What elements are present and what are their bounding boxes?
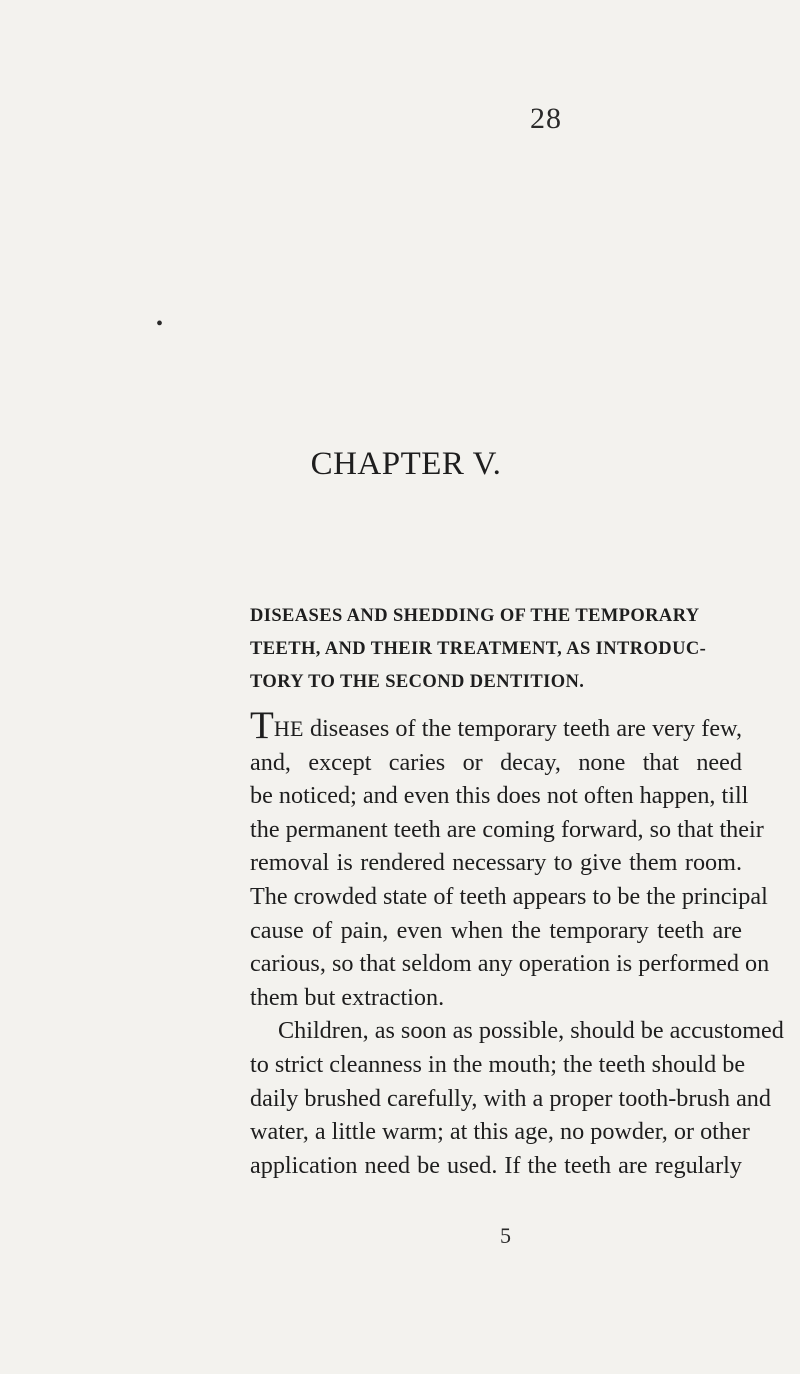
drop-cap: T xyxy=(250,704,274,747)
text-line: and, except caries or decay, none that need xyxy=(250,748,742,776)
chapter-subtitle xyxy=(250,600,742,699)
text-line: to strict cleanness in the mouth; the teeth should be xyxy=(250,1050,746,1078)
text-line: removal is rendered necessary to give them room. xyxy=(250,849,742,877)
text-line-content: diseases of the temporary teeth are very few, xyxy=(303,715,742,742)
text-line: Children, as soon as possible, should be accustomed xyxy=(278,1017,784,1045)
text-line: them but extraction. xyxy=(250,983,445,1011)
body-text xyxy=(250,704,784,1182)
chapter-subtitle-line: DISEASES AND SHEDDING OF THE TEMPORARY xyxy=(250,606,700,626)
chapter-subtitle-line: TORY TO THE SECOND DENTITION. xyxy=(250,672,585,692)
first-word-rest: HE xyxy=(273,716,304,741)
text-line: cause of pain, even when the temporary teeth are xyxy=(250,916,742,944)
page-number: 28 xyxy=(530,102,562,135)
text-line xyxy=(250,704,742,747)
margin-mark: • xyxy=(156,313,164,335)
chapter-title: CHAPTER V. xyxy=(310,446,502,482)
chapter-subtitle-line: TEETH, AND THEIR TREATMENT, AS INTRODUC- xyxy=(250,639,707,659)
text-line: daily brushed carefully, with a proper tooth-brush and xyxy=(250,1084,771,1112)
text-line: be noticed; and even this does not often happen, till xyxy=(250,782,749,810)
text-line: the permanent teeth are coming forward, so that their xyxy=(250,815,764,843)
signature-mark: 5 xyxy=(500,1223,511,1248)
text-line: The crowded state of teeth appears to be the principal xyxy=(250,882,768,910)
text-line: application need be used. If the teeth are regularly xyxy=(250,1151,742,1179)
text-line: water, a little warm; at this age, no powder, or other xyxy=(250,1118,750,1146)
text-line: carious, so that seldom any operation is performed on xyxy=(250,950,770,978)
